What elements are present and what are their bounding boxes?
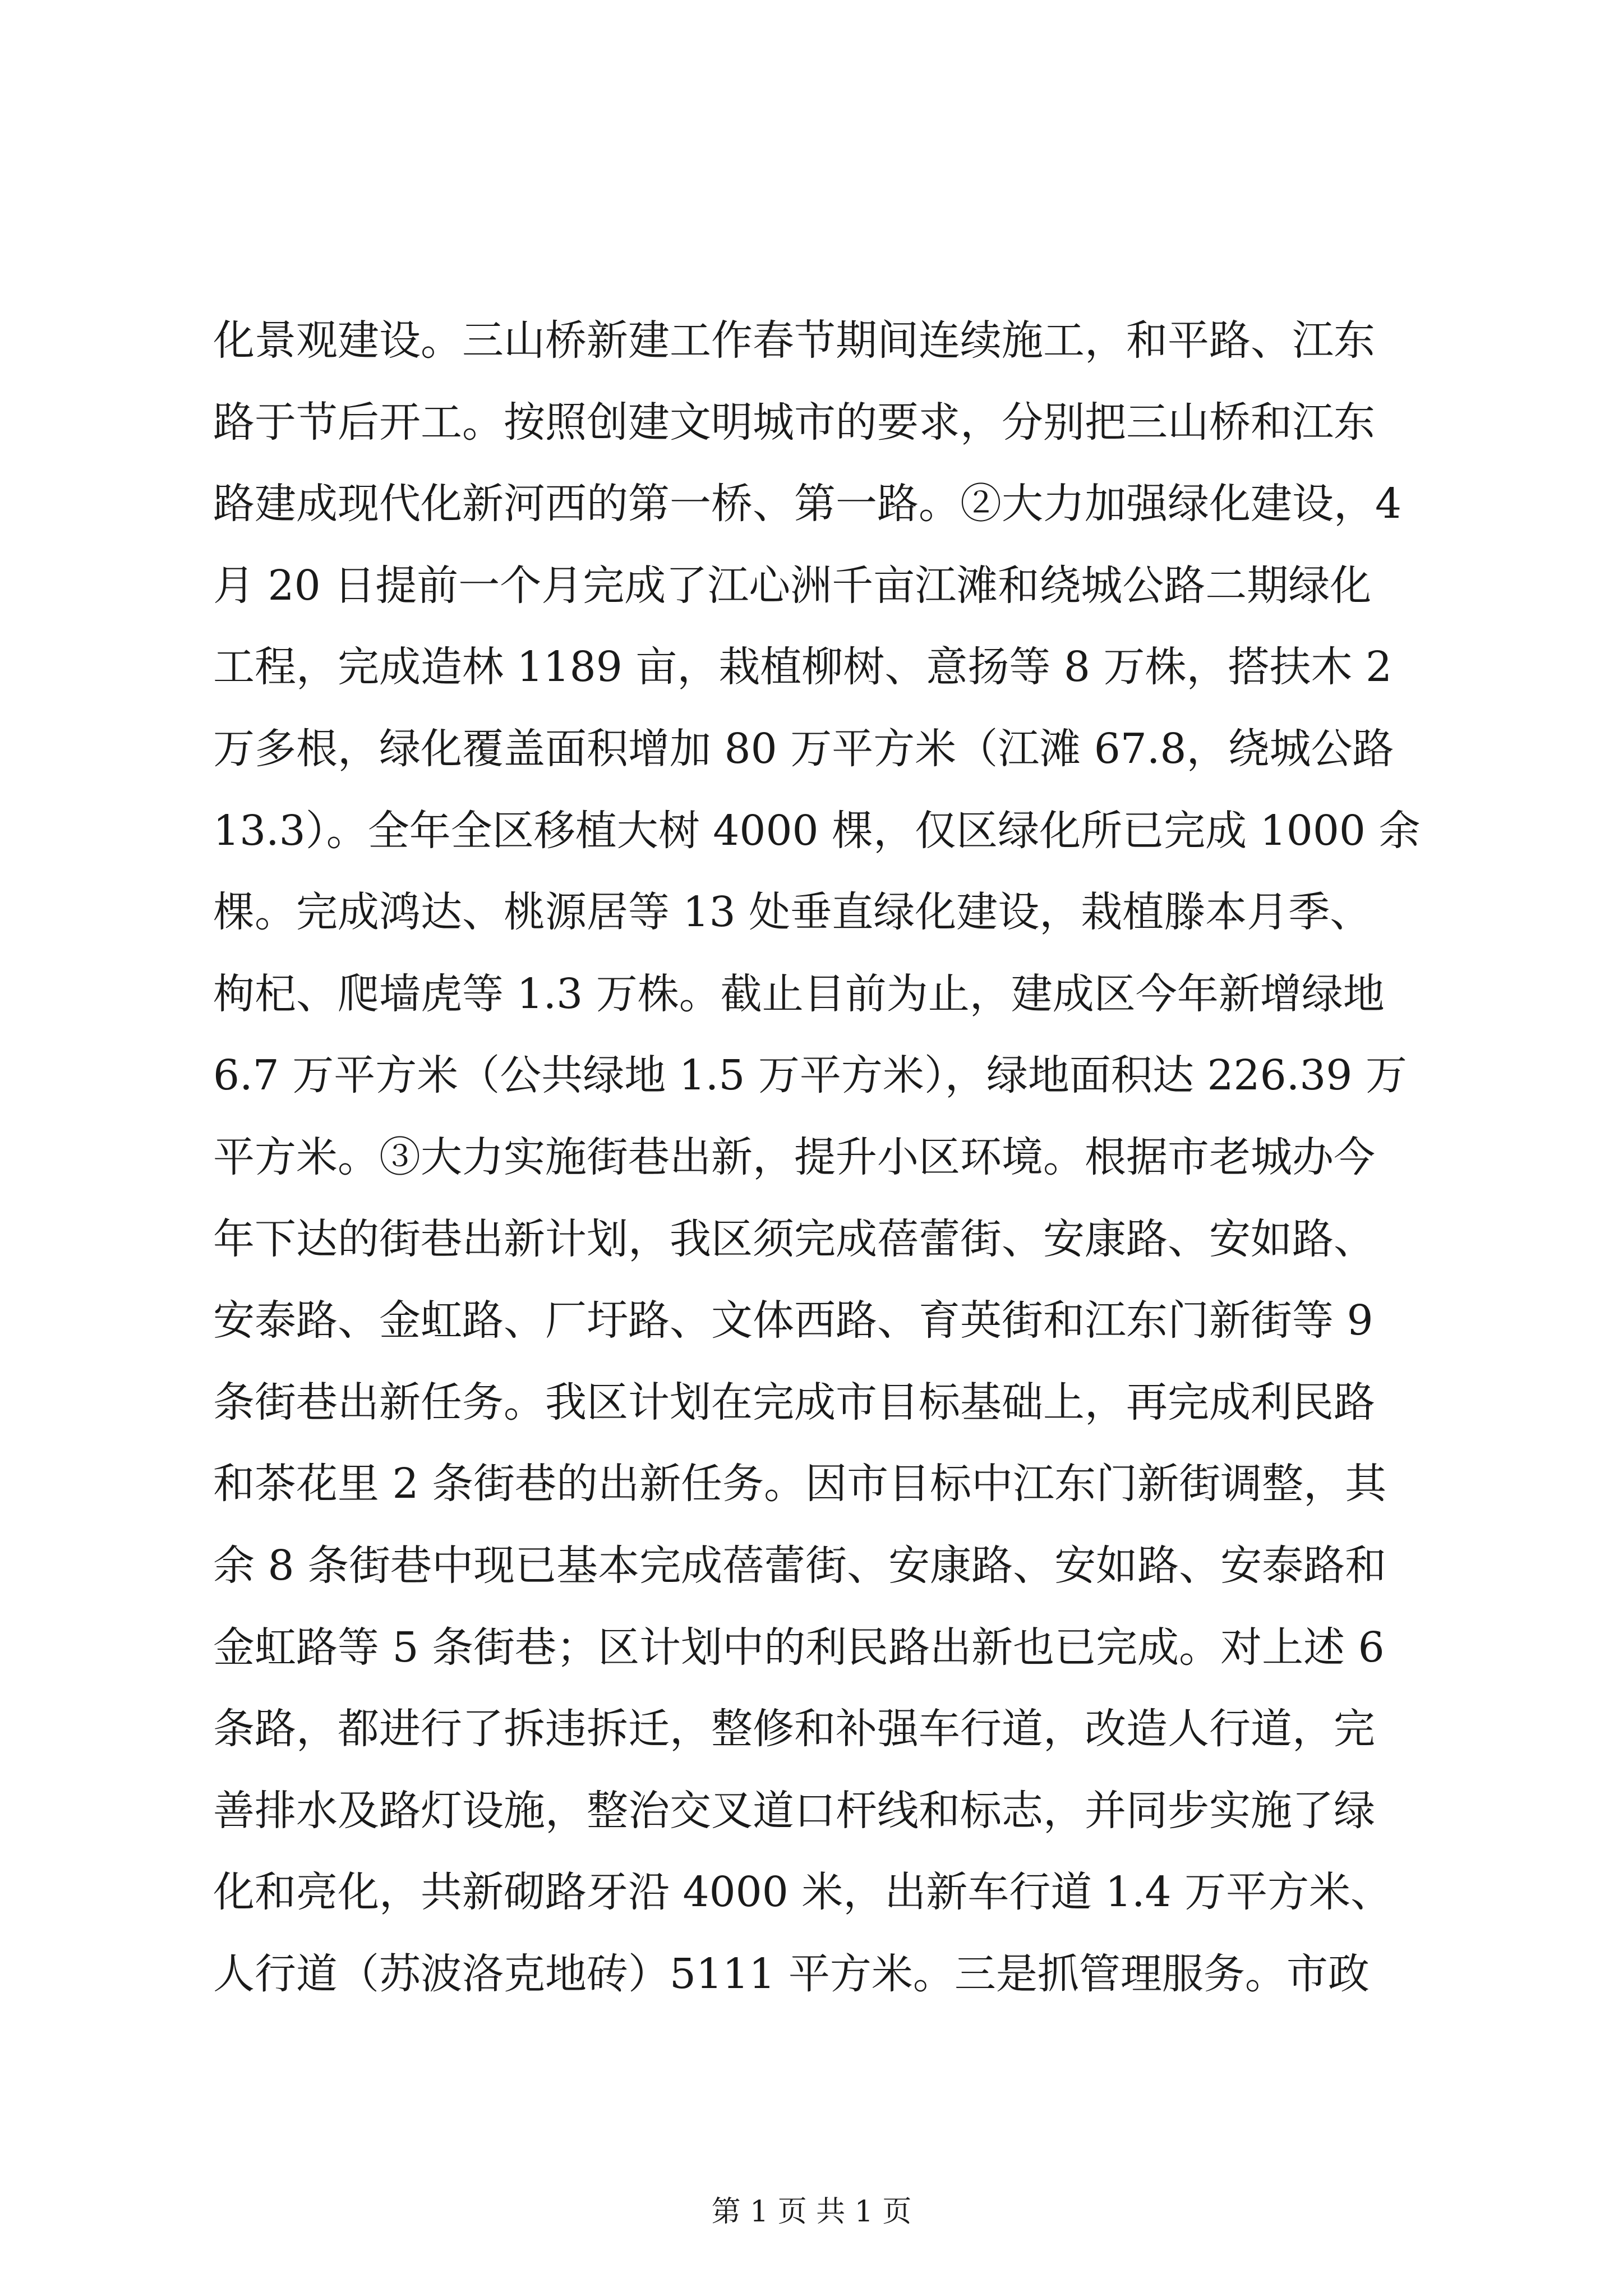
text-line-19: 善排水及路灯设施，整治交叉道口杆线和标志，并同步实施了绿 (213, 1786, 1375, 1835)
text-line-3: 路建成现代化新河西的第一桥、第一路。②大力加强绿化建设，4 (213, 480, 1402, 528)
text-line-18: 条路，都进行了拆违拆迁，整修和补强车行道，改造人行道，完 (213, 1705, 1375, 1754)
text-line-15: 和茶花里 2 条街巷的出新任务。因市目标中江东门新街调整，其 (213, 1460, 1387, 1508)
page-number-label: 第 1 页 共 1 页 (711, 2195, 912, 2229)
text-line-11: 平方米。③大力实施街巷出新，提升小区环境。根据市老城办今 (213, 1133, 1375, 1181)
text-line-16: 余 8 条街巷中现已基本完成蓓蕾街、安康路、安如路、安泰路和 (213, 1541, 1387, 1590)
text-line-12: 年下达的街巷出新计划，我区须完成蓓蕾街、安康路、安如路、 (213, 1214, 1375, 1263)
text-line-10: 6.7 万平方米（公共绿地 1.5 万平方米），绿地面积达 226.39 万 (213, 1051, 1407, 1100)
text-line-21: 人行道（苏波洛克地砖）5111 平方米。三是抓管理服务。市政 (213, 1949, 1370, 1998)
text-line-8: 棵。完成鸿达、桃源居等 13 处垂直绿化建设，栽植滕本月季、 (213, 888, 1372, 937)
text-line-13: 安泰路、金虹路、厂圩路、文体西路、育英街和江东门新街等 9 (213, 1296, 1373, 1345)
text-line-6: 万多根，绿化覆盖面积增加 80 万平方米（江滩 67.8，绕城公路 (213, 724, 1394, 773)
text-line-5: 工程，完成造林 1189 亩，栽植柳树、意扬等 8 万株，搭扶木 2 (213, 643, 1393, 692)
text-line-7: 13.3）。全年全区移植大树 4000 棵，仅区绿化所已完成 1000 余 (213, 806, 1421, 855)
text-line-17: 金虹路等 5 条街巷；区计划中的利民路出新也已完成。对上述 6 (213, 1623, 1385, 1672)
text-line-14: 条街巷出新任务。我区计划在完成市目标基础上，再完成利民路 (213, 1378, 1375, 1427)
text-line-9: 枸杞、爬墙虎等 1.3 万株。截止目前为止，建成区今年新增绿地 (213, 969, 1385, 1018)
text-line-4: 月 20 日提前一个月完成了江心洲千亩江滩和绕城公路二期绿化 (213, 561, 1372, 610)
text-line-20: 化和亮化，共新砌路牙沿 4000 米，出新车行道 1.4 万平方米、 (213, 1868, 1393, 1917)
text-line-1: 化景观建设。三山桥新建工作春节期间连续施工，和平路、江东 (213, 316, 1375, 365)
body-text (213, 300, 1475, 2015)
page-footer (0, 2188, 1623, 2230)
text-line-2: 路于节后开工。按照创建文明城市的要求，分别把三山桥和江东 (213, 398, 1375, 447)
